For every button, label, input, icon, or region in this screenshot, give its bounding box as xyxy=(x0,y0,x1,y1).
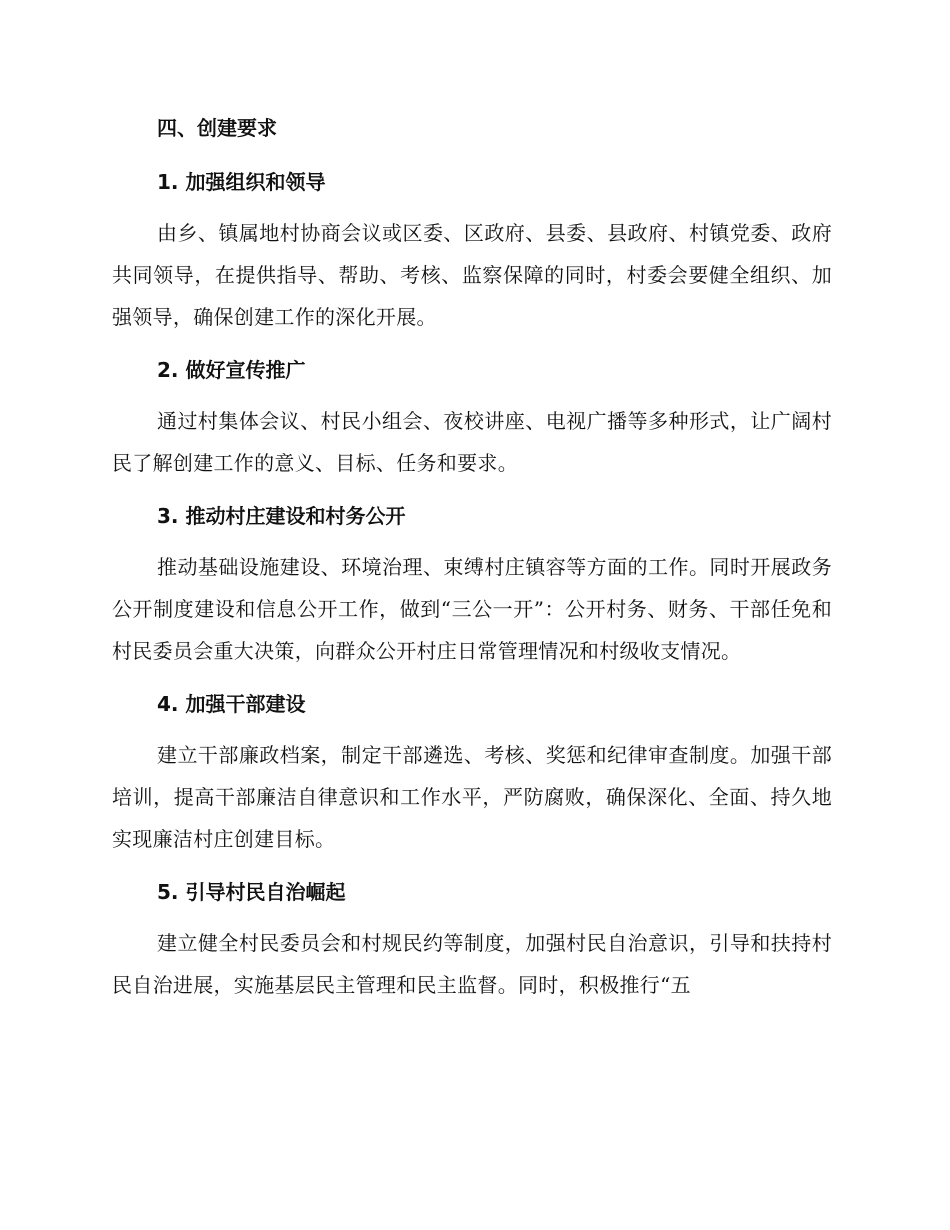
subsection-body-5: 建立健全村民委员会和村规民约等制度，加强村民自治意识，引导和扶持村民自治进展，实施基层民主管理和民主监督。同时，积极推行“五 xyxy=(112,931,832,997)
subsection-body-1: 由乡、镇属地村协商会议或区委、区政府、县委、县政府、村镇党委、政府共同领导，在提供指导、帮助、考核、监察保障的同时，村委会要健全组织、加强领导，确保创建工作的深化开展。 xyxy=(112,221,832,329)
document-content xyxy=(112,108,832,1018)
section-title: 四、创建要求 xyxy=(157,116,277,140)
subsection-title-5: 5. 引导村民自治崛起 xyxy=(157,880,346,904)
subsection-body-3: 推动基础设施建设、环境治理、束缚村庄镇容等方面的工作。同时开展政务公开制度建设和信息公开工作，做到“三公一开”：公开村务、财务、干部任免和村民委员会重大决策，向群众公开村庄日常管理情况和村级收支情况。 xyxy=(112,555,832,663)
subsection-title-3: 3. 推动村庄建设和村务公开 xyxy=(157,504,406,528)
subsection-body-4: 建立干部廉政档案，制定干部遴选、考核、奖惩和纪律审查制度。加强干部培训，提高干部廉洁自律意识和工作水平，严防腐败，确保深化、全面、持久地实现廉洁村庄创建目标。 xyxy=(112,743,832,851)
subsection-title-2: 2. 做好宣传推广 xyxy=(157,358,306,382)
subsection-body-2: 通过村集体会议、村民小组会、夜校讲座、电视广播等多种形式，让广阔村民了解创建工作的意义、目标、任务和要求。 xyxy=(112,409,832,475)
subsection-title-4: 4. 加强干部建设 xyxy=(157,692,306,716)
subsection-title-1: 1. 加强组织和领导 xyxy=(157,170,326,194)
